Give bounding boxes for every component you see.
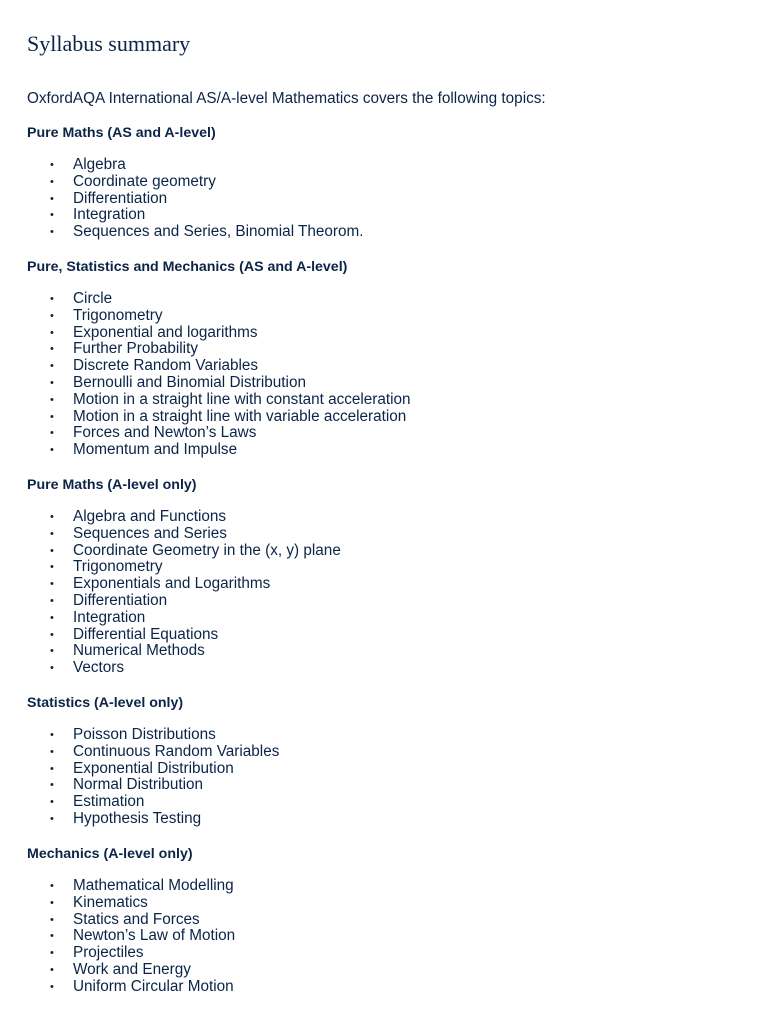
list-item-label: Differentiation bbox=[73, 591, 168, 609]
list-item-label: Integration bbox=[73, 608, 146, 626]
bullet-icon: • bbox=[50, 326, 54, 339]
list-item bbox=[27, 727, 747, 744]
topic-list bbox=[27, 727, 747, 828]
list-item bbox=[27, 543, 747, 560]
list-item-label: Algebra bbox=[73, 156, 126, 173]
list-item-label: Trigonometry bbox=[73, 558, 163, 576]
list-item bbox=[27, 912, 747, 929]
bullet-icon: • bbox=[50, 645, 54, 658]
list-item-label: Poisson Distributions bbox=[73, 726, 216, 743]
list-item bbox=[27, 643, 747, 660]
bullet-icon: • bbox=[50, 578, 54, 591]
list-item bbox=[27, 409, 747, 426]
list-item-label: Exponential Distribution bbox=[73, 759, 234, 777]
list-item-label: Continuous Random Variables bbox=[73, 742, 280, 760]
bullet-icon: • bbox=[50, 762, 54, 775]
bullet-icon: • bbox=[50, 745, 54, 758]
intro-paragraph: OxfordAQA International AS/A-level Mathematics covers the following topics: bbox=[27, 90, 546, 107]
list-item bbox=[27, 794, 747, 811]
list-item-label: Circle bbox=[73, 290, 113, 307]
section-heading: Statistics (A-level only) bbox=[27, 695, 184, 711]
bullet-icon: • bbox=[50, 427, 54, 440]
bullet-icon: • bbox=[50, 779, 54, 792]
list-item bbox=[27, 559, 747, 576]
bullet-icon: • bbox=[50, 796, 54, 809]
page-title: Syllabus summary bbox=[27, 31, 191, 56]
list-item-label: Trigonometry bbox=[73, 306, 163, 324]
bullet-icon: • bbox=[50, 393, 54, 406]
list-item bbox=[27, 425, 747, 442]
bullet-icon: • bbox=[50, 293, 54, 305]
list-item-label: Exponentials and Logarithms bbox=[73, 575, 271, 593]
bullet-icon: • bbox=[50, 662, 54, 675]
bullet-icon: • bbox=[50, 611, 54, 624]
bullet-icon: • bbox=[50, 444, 54, 457]
list-item bbox=[27, 442, 747, 459]
list-item bbox=[27, 358, 747, 375]
bullet-icon: • bbox=[50, 544, 54, 557]
bullet-icon: • bbox=[50, 511, 54, 523]
list-item-label: Integration bbox=[73, 206, 146, 224]
list-item-label: Sequences and Series, Binomial Theorom. bbox=[73, 223, 364, 241]
list-item bbox=[27, 308, 747, 325]
bullet-icon: • bbox=[50, 192, 54, 205]
bullet-icon: • bbox=[50, 226, 54, 239]
bullet-icon: • bbox=[50, 360, 54, 373]
topic-list bbox=[27, 291, 747, 459]
list-item-label: Uniform Circular Motion bbox=[73, 977, 234, 995]
list-item-label: Kinematics bbox=[73, 893, 148, 911]
list-item-label: Coordinate Geometry in the (x, y) plane bbox=[73, 541, 341, 559]
list-item bbox=[27, 207, 747, 224]
list-item-label: Exponential and logarithms bbox=[73, 323, 258, 341]
list-item-label: Discrete Random Variables bbox=[73, 357, 259, 375]
list-item bbox=[27, 895, 747, 912]
list-item-label: Sequences and Series bbox=[73, 524, 227, 542]
section-pure-maths-a-level-only bbox=[27, 476, 747, 677]
list-item bbox=[27, 341, 747, 358]
bullet-icon: • bbox=[50, 930, 54, 943]
bullet-icon: • bbox=[50, 209, 54, 222]
list-item bbox=[27, 627, 747, 644]
list-item-label: Bernoulli and Binomial Distribution bbox=[73, 373, 306, 391]
section-pure-statistics-mechanics bbox=[27, 258, 747, 459]
list-item-label: Newton’s Law of Motion bbox=[73, 927, 236, 945]
list-item bbox=[27, 191, 747, 208]
list-item bbox=[27, 761, 747, 778]
list-item-label: Estimation bbox=[73, 793, 145, 811]
bullet-icon: • bbox=[50, 561, 54, 574]
list-item-label: Motion in a straight line with variable acceleration bbox=[73, 407, 407, 425]
list-item bbox=[27, 777, 747, 794]
section-mechanics-a-level-only bbox=[27, 845, 747, 996]
list-item bbox=[27, 157, 747, 174]
section-heading: Mechanics (A-level only) bbox=[27, 846, 193, 862]
bullet-icon: • bbox=[50, 309, 54, 322]
list-item bbox=[27, 878, 747, 895]
bullet-icon: • bbox=[50, 913, 54, 926]
list-item bbox=[27, 291, 747, 308]
bullet-icon: • bbox=[50, 963, 54, 976]
list-item-label: Further Probability bbox=[73, 340, 198, 358]
bullet-icon: • bbox=[50, 880, 54, 892]
bullet-icon: • bbox=[50, 343, 54, 356]
list-item bbox=[27, 224, 747, 241]
section-heading: Pure, Statistics and Mechanics (AS and A-level) bbox=[27, 259, 348, 275]
list-item-label: Numerical Methods bbox=[73, 642, 205, 660]
list-item bbox=[27, 610, 747, 627]
section-heading: Pure Maths (A-level only) bbox=[27, 477, 197, 493]
list-item bbox=[27, 979, 747, 996]
list-item bbox=[27, 928, 747, 945]
bullet-icon: • bbox=[50, 980, 54, 993]
section-heading: Pure Maths (AS and A-level) bbox=[27, 125, 216, 141]
list-item bbox=[27, 945, 747, 962]
list-item bbox=[27, 174, 747, 191]
section-statistics-a-level-only bbox=[27, 694, 747, 828]
bullet-icon: • bbox=[50, 628, 54, 641]
list-item bbox=[27, 526, 747, 543]
list-item-label: Mathematical Modelling bbox=[73, 877, 234, 894]
bullet-icon: • bbox=[50, 410, 54, 423]
list-item-label: Vectors bbox=[73, 659, 125, 677]
list-item-label: Coordinate geometry bbox=[73, 172, 216, 190]
list-item-label: Forces and Newton’s Laws bbox=[73, 424, 257, 442]
list-item-label: Momentum and Impulse bbox=[73, 441, 238, 459]
list-item-label: Hypothesis Testing bbox=[73, 809, 202, 827]
list-item bbox=[27, 744, 747, 761]
list-item-label: Work and Energy bbox=[73, 960, 191, 978]
bullet-icon: • bbox=[50, 729, 54, 741]
list-item-label: Differential Equations bbox=[73, 625, 219, 643]
section-pure-maths-as-a-level bbox=[27, 124, 747, 241]
topic-list bbox=[27, 878, 747, 996]
list-item bbox=[27, 593, 747, 610]
bullet-icon: • bbox=[50, 896, 54, 909]
list-item-label: Differentiation bbox=[73, 189, 168, 207]
list-item bbox=[27, 375, 747, 392]
bullet-icon: • bbox=[50, 594, 54, 607]
bullet-icon: • bbox=[50, 812, 54, 825]
list-item bbox=[27, 962, 747, 979]
bullet-icon: • bbox=[50, 175, 54, 188]
list-item bbox=[27, 325, 747, 342]
bullet-icon: • bbox=[50, 159, 54, 171]
list-item bbox=[27, 660, 747, 677]
topic-list bbox=[27, 157, 747, 241]
list-item bbox=[27, 811, 747, 828]
bullet-icon: • bbox=[50, 947, 54, 960]
list-item-label: Projectiles bbox=[73, 944, 144, 962]
list-item bbox=[27, 392, 747, 409]
list-item-label: Statics and Forces bbox=[73, 910, 200, 928]
list-item-label: Normal Distribution bbox=[73, 776, 204, 794]
list-item-label: Algebra and Functions bbox=[73, 508, 227, 525]
list-item bbox=[27, 576, 747, 593]
bullet-icon: • bbox=[50, 376, 54, 389]
topic-list bbox=[27, 509, 747, 677]
list-item bbox=[27, 509, 747, 526]
list-item-label: Motion in a straight line with constant acceleration bbox=[73, 390, 411, 408]
bullet-icon: • bbox=[50, 527, 54, 540]
